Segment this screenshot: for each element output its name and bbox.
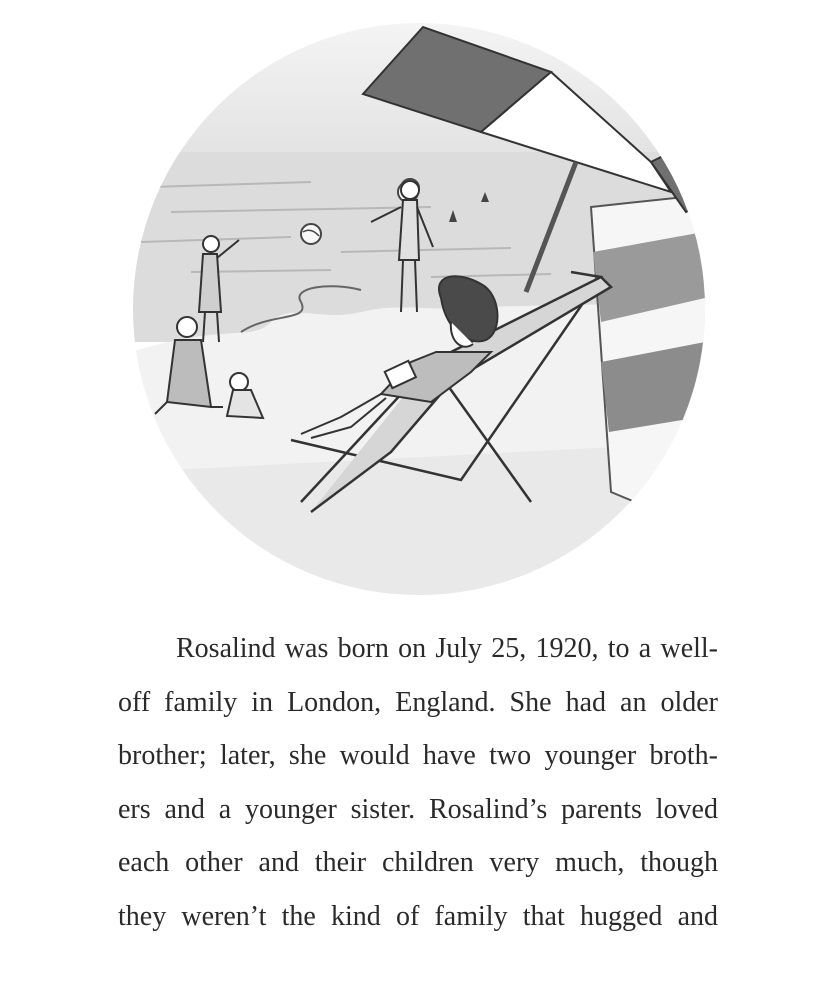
paragraph-line: Rosalind was born on July 25, 1920, to a well- <box>176 633 718 664</box>
body-paragraph <box>118 622 718 943</box>
paragraph-line: brother; later, she would have two younger broth- <box>118 740 718 771</box>
paragraph-line: off family in London, England. She had an older <box>118 686 718 718</box>
paragraph-line: ers and a younger sister. Rosalind’s parents loved <box>118 793 718 825</box>
paragraph-line: each other and their children very much, though <box>118 847 718 878</box>
paragraph-line: they weren’t the kind of family that hugged and <box>118 900 718 932</box>
beach-scene-illustration <box>131 22 711 597</box>
beach-illustration <box>131 22 711 597</box>
